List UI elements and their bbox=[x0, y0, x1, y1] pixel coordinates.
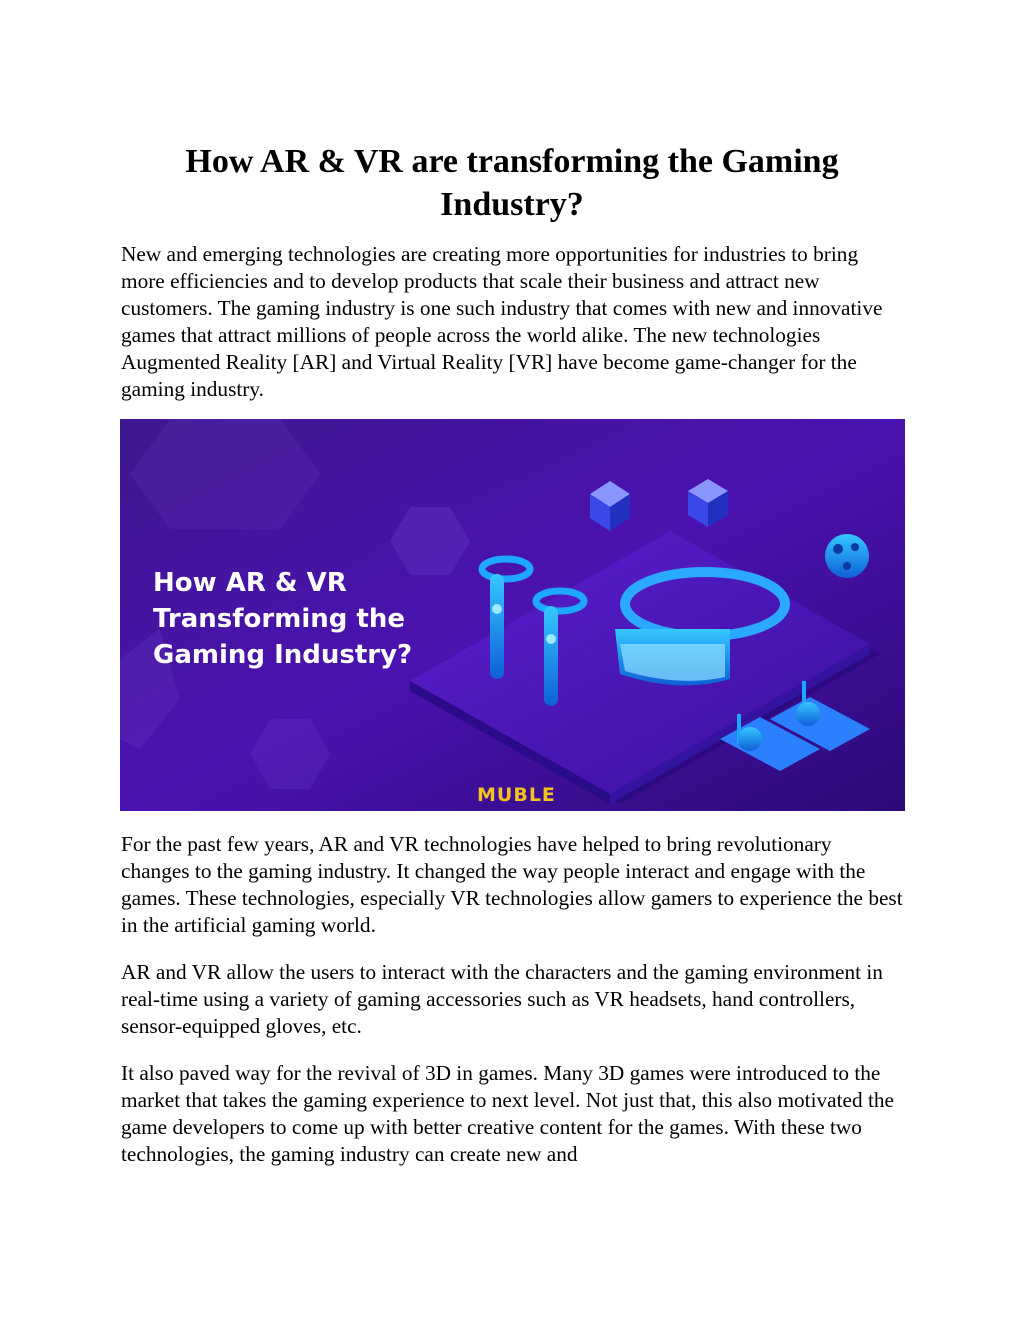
body-paragraph: It also paved way for the revival of 3D in games. Many 3D games were introduced to the market that takes the gaming experience to next level. Not just that, this also motivated the game developers to come up with better creative content for the games. With these two technologies, the gaming industry can create new and bbox=[121, 1061, 894, 1166]
sphere-icon bbox=[825, 534, 869, 578]
document-title: How AR & VR are transforming the Gaming Industry? bbox=[185, 143, 839, 223]
hero-banner-image bbox=[120, 419, 905, 811]
body-paragraph: AR and VR allow the users to interact with the characters and the gaming environment in real-time using a variety of gaming accessories such as VR headsets, hand controllers, sensor-equipped gloves, etc. bbox=[121, 960, 883, 1038]
muble-logo: MUBLE bbox=[477, 784, 556, 806]
intro-paragraph: New and emerging technologies are creating more opportunities for industries to bring more efficiencies and to develop products that scale their business and attract new customers. The gaming industry is one such industry that comes with new and innovative games that attract millions of people across the world alike. The new technologies Augmented Reality [AR] and Virtual Reality [VR] have become game-changer for the gaming industry. bbox=[121, 242, 883, 401]
body-paragraph: For the past few years, AR and VR technologies have helped to bring revolutionary changes to the gaming industry. It changed the way people interact and engage with the games. These technologies, especially VR technologies allow gamers to experience the best in the artificial gaming world. bbox=[121, 832, 903, 937]
banner-headline: How AR & VR Transforming the Gaming Industry? bbox=[153, 568, 413, 670]
